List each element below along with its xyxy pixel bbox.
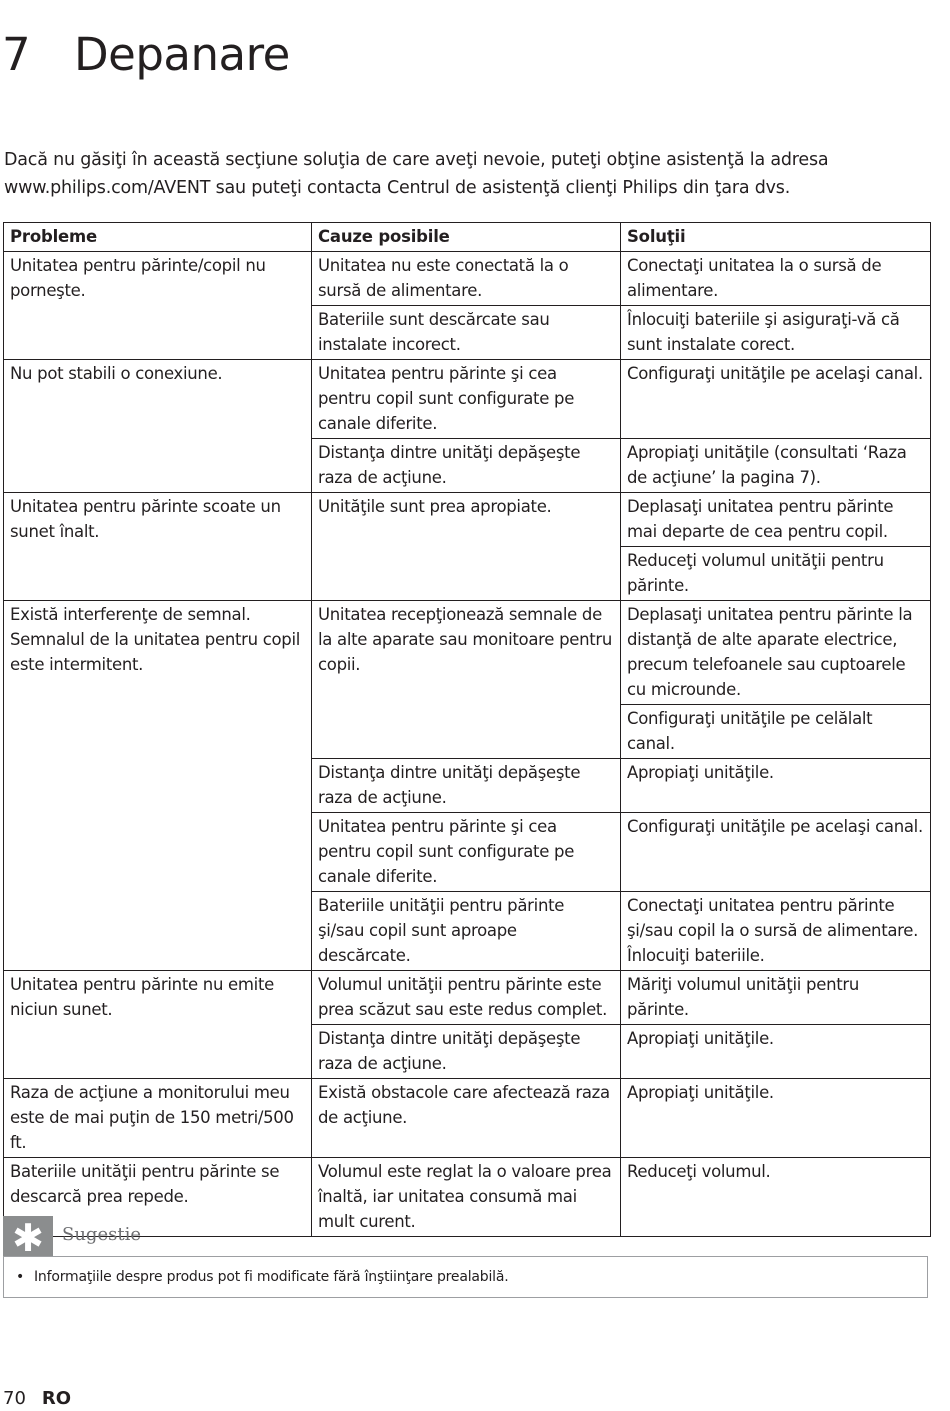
solution-cell: Reduceţi volumul unităţii pentru părinte.: [621, 547, 931, 601]
tip-box: [3, 1256, 928, 1298]
table-row: [4, 360, 931, 439]
solution-cell: Configuraţi unităţile pe celălalt canal.: [621, 705, 931, 759]
cause-cell: Distanţa dintre unităţi depăşeşte raza de acţiune.: [312, 759, 621, 813]
table-row: [4, 252, 931, 306]
table-row: [4, 1079, 931, 1158]
problem-cell: Există interferenţe de semnal. Semnalul de la unitatea pentru copil este intermitent.: [4, 601, 312, 971]
problem-cell: Nu pot stabili o conexiune.: [4, 360, 312, 493]
asterisk-icon: ✱: [3, 1216, 53, 1256]
solution-cell: Conectaţi unitatea pentru părinte şi/sau copil la o sursă de alimentare. Înlocuiţi bateriile.: [621, 892, 931, 971]
solution-cell: Conectaţi unitatea la o sursă de alimentare.: [621, 252, 931, 306]
solution-cell: Înlocuiţi bateriile şi asiguraţi-vă că sunt instalate corect.: [621, 306, 931, 360]
tip-header: [3, 1216, 930, 1260]
table-row: [4, 971, 931, 1025]
solution-cell: Reduceţi volumul.: [621, 1158, 931, 1237]
problem-cell: Bateriile unităţii pentru părinte se descarcă prea repede.: [4, 1158, 312, 1237]
problem-cell: Unitatea pentru părinte scoate un sunet înalt.: [4, 493, 312, 601]
solution-cell: Apropiaţi unităţile (consultati ‘Raza de acţiune’ la pagina 7).: [621, 439, 931, 493]
tip-title: Sugestie: [62, 1224, 141, 1245]
cause-cell: Volumul unităţii pentru părinte este prea scăzut sau este redus complet.: [312, 971, 621, 1025]
table-row: [4, 601, 931, 705]
table-row: [4, 493, 931, 547]
language-code: RO: [41, 1388, 72, 1409]
cause-cell: Unităţile sunt prea apropiate.: [312, 493, 621, 601]
solution-cell: Configuraţi unităţile pe acelaşi canal.: [621, 813, 931, 892]
cause-cell: Unitatea nu este conectată la o sursă de alimentare.: [312, 252, 621, 306]
problem-cell: Unitatea pentru părinte/copil nu porneşte.: [4, 252, 312, 360]
table-header-row: [4, 223, 931, 252]
cause-cell: Bateriile sunt descărcate sau instalate incorect.: [312, 306, 621, 360]
cause-cell: Unitatea pentru părinte şi cea pentru copil sunt configurate pe canale diferite.: [312, 813, 621, 892]
solution-cell: Apropiaţi unităţile.: [621, 759, 931, 813]
solution-cell: Deplasaţi unitatea pentru părinte mai departe de cea pentru copil.: [621, 493, 931, 547]
solution-cell: Apropiaţi unităţile.: [621, 1079, 931, 1158]
intro-paragraph: Dacă nu găsiţi în această secţiune soluţia de care aveţi nevoie, puteţi obţine asistenţă la adresa www.philips.com/AVENT sau puteţi contacta Centrul de asistenţă clienţi Philips din ţara dvs.: [4, 150, 829, 198]
troubleshooting-table: [3, 222, 931, 1237]
cause-cell: Unitatea recepţionează semnale de la alte aparate sau monitoare pentru copii.: [312, 601, 621, 759]
header-causes: Cauze posibile: [312, 223, 621, 252]
solution-cell: Configuraţi unităţile pe acelaşi canal.: [621, 360, 931, 439]
tip-list: [16, 1267, 509, 1287]
section-number: 7: [2, 28, 31, 81]
page-footer: [3, 1387, 71, 1411]
solution-cell: Măriţi volumul unităţii pentru părinte.: [621, 971, 931, 1025]
section-title: Depanare: [74, 28, 290, 81]
cause-cell: Volumul este reglat la o valoare prea înaltă, iar unitatea consumă mai mult curent.: [312, 1158, 621, 1237]
cause-cell: Bateriile unităţii pentru părinte şi/sau copil sunt aproape descărcate.: [312, 892, 621, 971]
problem-cell: Unitatea pentru părinte nu emite niciun sunet.: [4, 971, 312, 1079]
page-number: 70: [3, 1388, 26, 1409]
header-solutions: Soluţii: [621, 223, 931, 252]
cause-cell: Există obstacole care afectează raza de acţiune.: [312, 1079, 621, 1158]
list-item: • Informaţiile despre produs pot fi modificate fără înştiinţare prealabilă.: [16, 1267, 509, 1287]
cause-cell: Distanţa dintre unităţi depăşeşte raza de acţiune.: [312, 439, 621, 493]
cause-cell: Unitatea pentru părinte şi cea pentru copil sunt configurate pe canale diferite.: [312, 360, 621, 439]
section-heading: [2, 28, 290, 82]
header-problems: Probleme: [4, 223, 312, 252]
solution-cell: Apropiaţi unităţile.: [621, 1025, 931, 1079]
problem-cell: Raza de acţiune a monitorului meu este de mai puţin de 150 metri/500 ft.: [4, 1079, 312, 1158]
solution-cell: Deplasaţi unitatea pentru părinte la distanţă de alte aparate electrice, precum telefoanele sau cuptoarele cu microunde.: [621, 601, 931, 705]
cause-cell: Distanţa dintre unităţi depăşeşte raza de acţiune.: [312, 1025, 621, 1079]
